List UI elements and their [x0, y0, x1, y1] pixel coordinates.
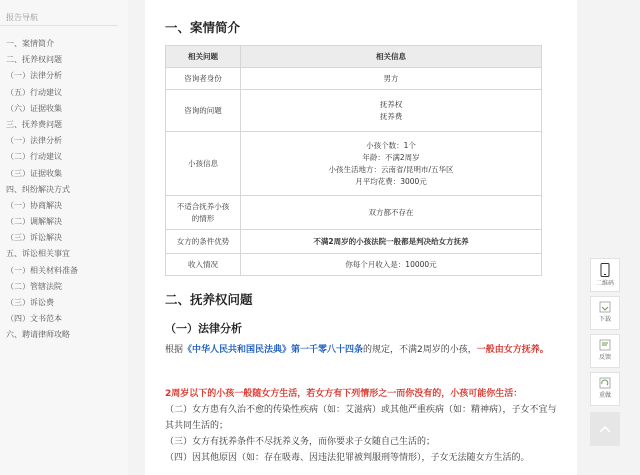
table-cell-answer	[241, 254, 542, 276]
table-cell-question: 女方的条件优势	[166, 230, 241, 254]
law-citation-link[interactable]: 《中华人民共和国民法典》第一千零八十四条	[183, 345, 364, 355]
table-row	[166, 132, 542, 196]
answer-line: 不满2周岁的小孩法院一般都是判决给女方抚养	[313, 236, 469, 246]
feedback-button[interactable]	[590, 334, 620, 368]
report-navigation	[0, 0, 128, 475]
table-cell-question: 收入情况	[166, 254, 241, 276]
nav-item[interactable]: （一）协商解决	[6, 200, 62, 210]
download-icon	[599, 301, 611, 313]
text: 的规定，不满2周岁的小孩，	[363, 345, 477, 355]
table-cell-question: 咨询者身份	[166, 68, 241, 90]
subsection-title-legal-analysis: （一）法律分析	[165, 322, 242, 335]
qrcode-label: 二维码	[595, 280, 614, 287]
table-cell-answer	[241, 68, 542, 90]
legal-basis-paragraph	[165, 342, 557, 358]
section-title-custody: 二、抚养权问题	[165, 292, 253, 307]
answer-line: 男方	[383, 73, 399, 83]
nav-item[interactable]: 五、诉讼相关事宜	[6, 249, 70, 259]
answer-line: 小孩个数：1个	[366, 140, 416, 150]
nav-item[interactable]: （六）证据收集	[6, 103, 62, 113]
custody-rule-highlight: 2周岁以下的小孩一般随女方生活，若女方有下列情形之一而你没有的，小孩可能你生活：	[165, 389, 523, 399]
qrcode-button[interactable]	[590, 258, 620, 292]
feedback-label: 反馈	[598, 354, 611, 361]
nav-item[interactable]: （一）法律分析	[6, 136, 62, 146]
answer-line: 年龄：不满2周岁	[362, 152, 420, 162]
report-article	[145, 0, 577, 475]
table-cell-answer	[241, 90, 542, 132]
table-row	[166, 230, 542, 254]
table-cell-answer	[241, 196, 542, 230]
redo-icon	[599, 377, 611, 389]
table-row	[166, 254, 542, 276]
table-cell-question: 咨询的问题	[166, 90, 241, 132]
answer-line: 双方都不存在	[368, 207, 414, 217]
nav-item[interactable]: 六、聘请律师攻略	[6, 330, 70, 340]
nav-item[interactable]: （二）调解解决	[6, 217, 62, 227]
nav-item[interactable]: 一、案情简介	[6, 39, 54, 48]
phone-icon	[600, 263, 610, 277]
table-cell-answer	[241, 230, 542, 254]
answer-line: 你每个月收入是：10000元	[345, 259, 437, 269]
nav-item[interactable]: （四）文书范本	[6, 314, 62, 324]
nav-item[interactable]: （二）行动建议	[6, 152, 62, 162]
condition-list-item: （三）女方有抚养条件不尽抚养义务，而你要求子女随自己生活的；	[165, 437, 436, 447]
nav-item[interactable]: （二）管辖法院	[6, 281, 62, 291]
redo-label: 重做	[598, 392, 611, 399]
answer-line: 月平均花费：3000元	[355, 176, 427, 186]
table-header: 相关信息	[241, 46, 542, 68]
feedback-icon	[599, 339, 611, 351]
nav-item[interactable]: （五）行动建议	[6, 87, 62, 97]
nav-item[interactable]: （三）诉讼费	[6, 298, 54, 307]
download-label: 下载	[598, 316, 611, 323]
back-to-top-button[interactable]	[590, 412, 620, 446]
table-cell-answer	[241, 132, 542, 196]
redo-button[interactable]	[590, 372, 620, 406]
table-cell-question: 小孩信息	[166, 132, 241, 196]
section-title-case-summary: 一、案情简介	[165, 20, 241, 35]
text: 根据	[165, 345, 184, 355]
nav-item[interactable]: （三）诉讼解决	[6, 233, 62, 243]
answer-line: 小孩生活地方：云南省/昆明市/五华区	[328, 164, 454, 174]
nav-item[interactable]: 四、纠纷解决方式	[6, 184, 70, 194]
table-header-row	[166, 46, 542, 68]
condition-list-item: （四）因其他原因（如：存在吸毒、因违法犯罪被判服刑等情形），子女无法随女方生活的。	[165, 453, 530, 463]
condition-list-item: （二）女方患有久治不愈的传染性疾病（如：艾滋病）或其他严重疾病（如：精神病），子女不宜与其共同生活的；	[165, 405, 557, 431]
highlight-text: 一般由女方抚养。	[476, 345, 549, 355]
nav-item[interactable]: （一）相关材料准备	[6, 265, 78, 275]
table-row	[166, 90, 542, 132]
answer-line: 抚养费	[379, 111, 403, 121]
nav-item[interactable]: （一）法律分析	[6, 71, 62, 81]
nav-item[interactable]: （三）证据收集	[6, 168, 62, 178]
answer-line: 抚养权	[379, 99, 403, 109]
table-cell-question: 不适合抚养小孩的情形	[166, 196, 241, 230]
download-button[interactable]	[590, 296, 620, 330]
nav-item[interactable]: 二、抚养权问题	[6, 55, 62, 65]
nav-list	[0, 26, 128, 344]
chevron-up-icon	[598, 424, 612, 434]
table-row	[166, 68, 542, 90]
nav-title: 报告导航	[0, 0, 118, 26]
case-info-table	[165, 45, 542, 276]
table-row	[166, 196, 542, 230]
nav-item[interactable]: 三、抚养费问题	[6, 119, 62, 129]
table-header: 相关问题	[166, 46, 241, 68]
